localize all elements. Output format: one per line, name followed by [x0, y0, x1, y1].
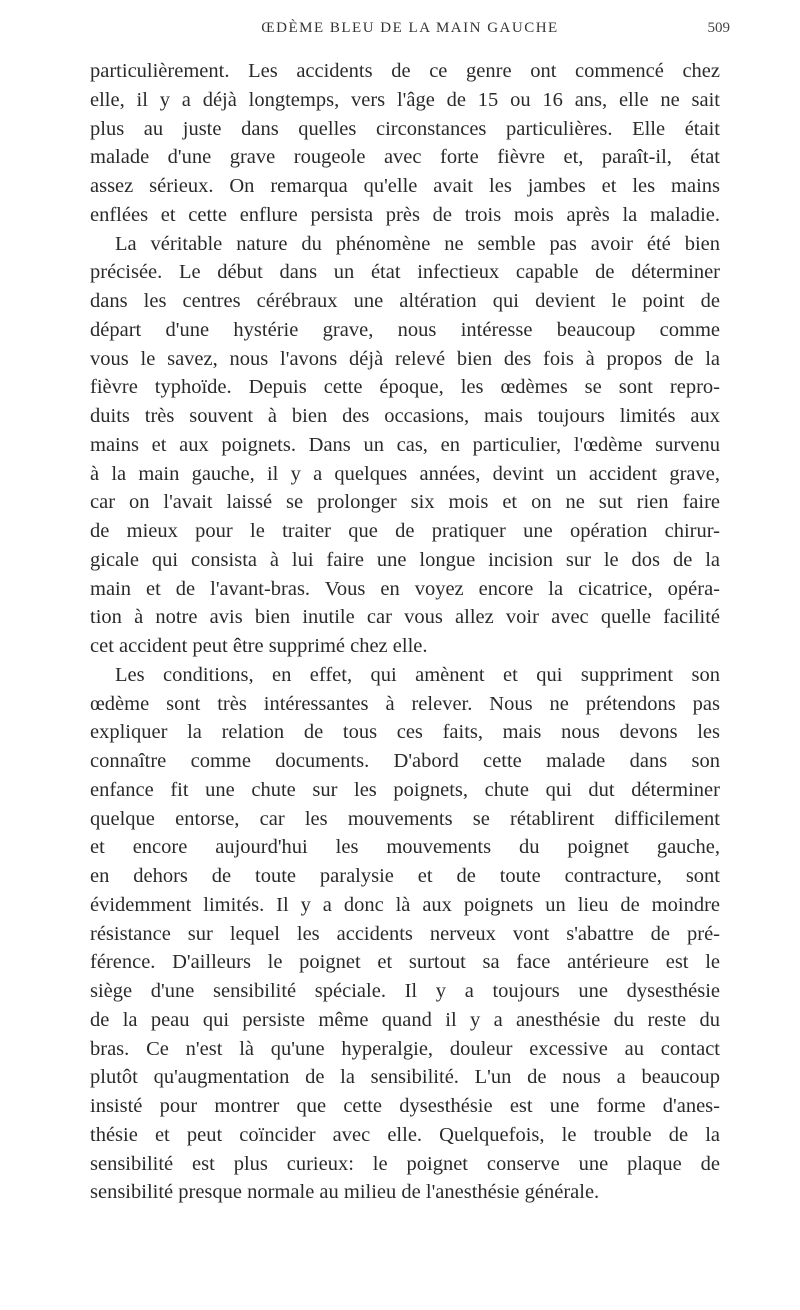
text-line: en dehors de toute paralysie et de toute contracture, sont — [90, 865, 720, 887]
text-line: œdème sont très intéressantes à relever. Nous ne prétendons pas — [90, 692, 720, 715]
text-line: sensibilité est plus curieux: le poignet conserve une plaque de — [90, 1152, 720, 1175]
text-line: mains et aux poignets. Dans un cas, en particulier, l'œdème survenu — [90, 433, 720, 456]
text-line: précisée. Le début dans un état infectieux capable de déterminer — [90, 261, 720, 284]
text-line: bras. Ce n'est là qu'une hyperalgie, douleur excessive au contact — [90, 1037, 720, 1060]
running-title: ŒDÈME BLEU DE LA MAIN GAUCHE — [261, 20, 559, 36]
text-line: particulièrement. Les accidents de ce genre ont commencé chez — [90, 60, 720, 82]
text-line: thésie et peut coïncider avec elle. Quelquefois, le trouble de la — [90, 1123, 720, 1146]
text-line: assez sérieux. On remarqua qu'elle avait les jambes et les mains — [90, 175, 720, 197]
text-line: Les conditions, en effet, qui amènent et qui suppriment son — [115, 663, 720, 686]
text-line: car on l'avait laissé se prolonger six mois et on ne sut rien faire — [90, 491, 720, 514]
text-line: connaître comme documents. D'abord cette malade dans son — [90, 750, 720, 772]
text-line: résistance sur lequel les accidents nerveux vont s'abattre de pré- — [90, 922, 720, 945]
text-line: dans les centres cérébraux une altération qui devient le point de — [90, 290, 720, 312]
text-line: La véritable nature du phénomène ne semble pas avoir été bien — [115, 232, 720, 255]
text-line: vous le savez, nous l'avons déjà relevé bien des fois à propos de la — [90, 347, 720, 370]
text-line: gicale qui consista à lui faire une longue incision sur le dos de la — [90, 548, 720, 571]
text-line: férence. D'ailleurs le poignet et surtout sa face antérieure est le — [90, 951, 720, 974]
text-line: siège d'une sensibilité spéciale. Il y a toujours une dysesthésie — [90, 980, 720, 1002]
text-line: à la main gauche, il y a quelques années, devint un accident grave, — [90, 462, 720, 485]
text-line: quelque entorse, car les mouvements se rétablirent difficilement — [90, 807, 720, 830]
text-line: duits très souvent à bien des occasions, mais toujours limités aux — [90, 405, 720, 427]
text-line: départ d'une hystérie grave, nous intéresse beaucoup comme — [90, 318, 720, 341]
page-number: 509 — [707, 20, 730, 36]
text-line: enfance fit une chute sur les poignets, chute qui dut déterminer — [90, 778, 720, 801]
body-text — [90, 57, 720, 1207]
text-line: fièvre typhoïde. Depuis cette époque, les œdèmes se sont repro- — [90, 376, 720, 399]
text-line: plus au juste dans quelles circonstances particulières. Elle était — [90, 117, 720, 140]
text-line: sensibilité presque normale au milieu de l'anesthésie générale. — [90, 1181, 600, 1204]
text-line: malade d'une grave rougeole avec forte fièvre et, paraît-il, état — [90, 146, 720, 169]
text-line: de la peau qui persiste même quand il y a anesthésie du reste du — [90, 1008, 720, 1031]
text-line: et encore aujourd'hui les mouvements du poignet gauche, — [90, 836, 720, 859]
text-line: cet accident peut être supprimé chez elle. — [90, 635, 428, 657]
text-line: enflées et cette enflure persista près de trois mois après la maladie. — [90, 203, 720, 226]
text-line: main et de l'avant-bras. Vous en voyez encore la cicatrice, opéra- — [90, 577, 720, 600]
text-line: insisté pour montrer que cette dysesthésie est une forme d'anes- — [90, 1095, 720, 1117]
text-line: plutôt qu'augmentation de la sensibilité. L'un de nous a beaucoup — [90, 1066, 720, 1089]
running-head — [90, 20, 730, 46]
text-line: tion à notre avis bien inutile car vous allez voir avec quelle facilité — [90, 606, 720, 629]
text-line: évidemment limités. Il y a donc là aux poignets un lieu de moindre — [90, 893, 720, 916]
text-line: elle, il y a déjà longtemps, vers l'âge de 15 ou 16 ans, elle ne sait — [90, 88, 720, 111]
text-line: expliquer la relation de tous ces faits, mais nous devons les — [90, 721, 720, 744]
text-line: de mieux pour le traiter que de pratiquer une opération chirur- — [90, 520, 720, 542]
